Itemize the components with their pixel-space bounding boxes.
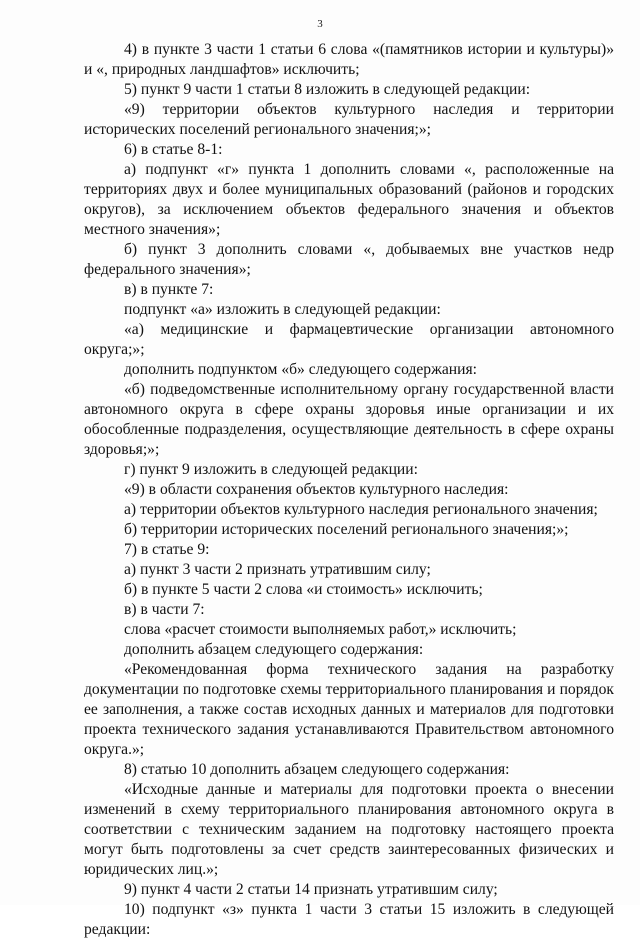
paragraph-7: в) в пункте 7: (124, 281, 214, 298)
paragraph-9: «а) медицинские и фармацевтические организации автономного округа;»; (84, 321, 614, 358)
paragraph-16: 7) в статье 9: (124, 541, 210, 558)
paragraph-15: б) территории исторических поселений регионального значения;»; (124, 521, 569, 538)
paragraph-11: «б) подведомственные исполнительному органу государственной власти автономного округа в сфере охраны здоровья иные организации и их обособленные подразделения, осуществляющие деятельность в сфере охраны здоровья;»; (84, 381, 614, 458)
paragraph-20: слова «расчет стоимости выполняемых работ,» исключить; (124, 621, 517, 638)
paragraph-17: а) пункт 3 части 2 признать утратившим силу; (124, 561, 431, 578)
paragraph-19: в) в части 7: (124, 601, 205, 618)
paragraph-12: г) пункт 9 изложить в следующей редакции: (124, 461, 418, 478)
paragraph-6: б) пункт 3 дополнить словами «, добываемых вне участков недр федерального значения»; (84, 241, 614, 278)
paragraph-8: подпункт «а» изложить в следующей редакции: (124, 301, 441, 318)
paragraph-23: 8) статью 10 дополнить абзацем следующего содержания: (124, 761, 510, 778)
paragraph-14: а) территории объектов культурного наследия регионального значения; (124, 501, 598, 518)
paragraph-22: «Рекомендованная форма технического задания на разработку документации по подготовке схемы территориального планирования и порядок ее заполнения, а также состав исходных данных и материалов для подготовки проекта технического задания устанавливаются Правительством автономного округа.»; (84, 661, 614, 758)
paragraph-13: «9) в области сохранения объектов культурного наследия: (124, 481, 509, 498)
paragraph-26: 10) подпункт «з» пункта 1 части 3 статьи 15 изложить в следующей редакции: (84, 901, 614, 938)
paragraph-10: дополнить подпунктом «б» следующего содержания: (124, 361, 477, 378)
paragraph-21: дополнить абзацем следующего содержания: (124, 641, 424, 658)
page-number: 3 (317, 18, 323, 30)
paragraph-4: 6) в статье 8-1: (124, 141, 223, 158)
paragraph-24: «Исходные данные и материалы для подготовки проекта о внесении изменений в схему территориального планирования автономного округа в соответствии с техническим заданием на подготовку настоящего проекта могут быть подготовлены за счет средств заинтересованных физических и юридических лиц.»; (84, 781, 614, 878)
paragraph-18: б) в пункте 5 части 2 слова «и стоимость» исключить; (124, 581, 483, 598)
paragraph-5: а) подпункт «г» пункта 1 дополнить словами «, расположенные на территориях двух и более муниципальных образований (районов и городских округов), за исключением объектов федерального значения и объектов местного значения»; (84, 161, 614, 238)
document-body (84, 40, 614, 940)
paragraph-25: 9) пункт 4 части 2 статьи 14 признать утратившим силу; (124, 881, 498, 898)
paragraph-2: 5) пункт 9 части 1 статьи 8 изложить в следующей редакции: (124, 81, 531, 98)
paragraph-3: «9) территории объектов культурного наследия и территории исторических поселений регионального значения;»; (84, 101, 614, 138)
paragraph-1: 4) в пункте 3 части 1 статьи 6 слова «(памятников истории и культуры)» и «, природных ландшафтов» исключить; (84, 41, 614, 78)
